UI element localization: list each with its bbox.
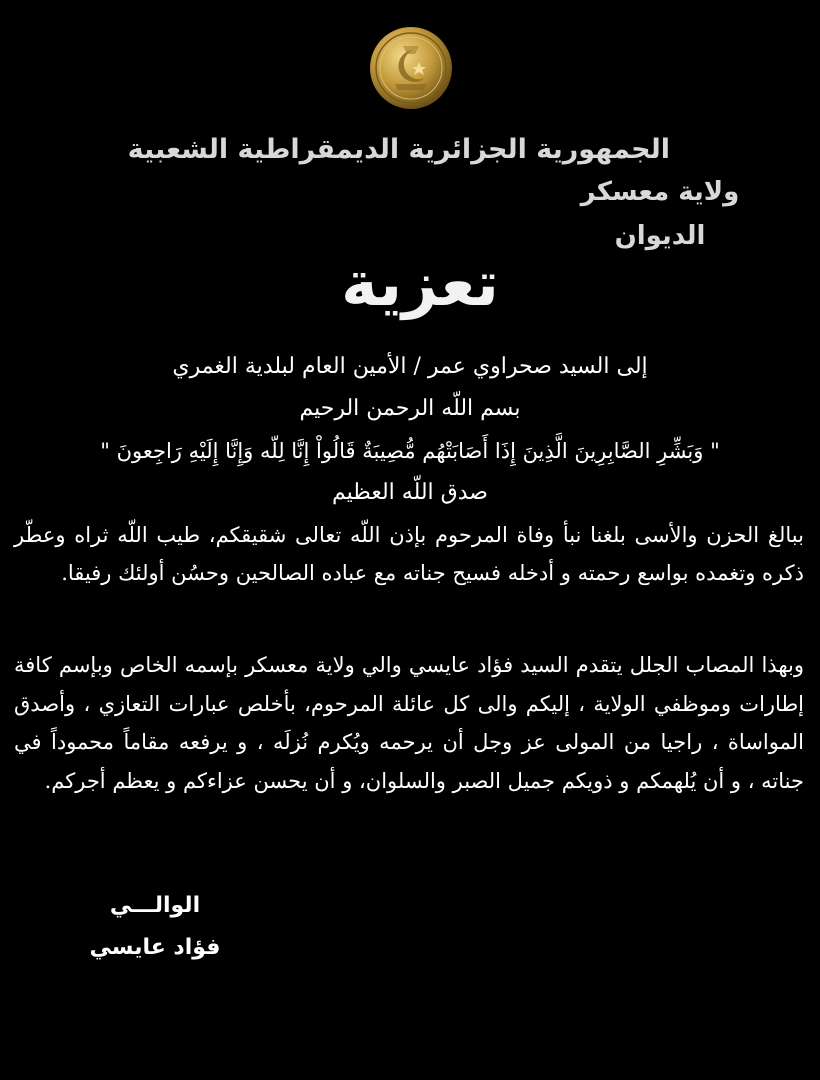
condolence-paragraph-2: وبهذا المصاب الجلل يتقدم السيد فؤاد عايسي والي ولاية معسكر بإسمه الخاص وبإسم كافة إطارات وموظفي الولاية ، إليكم والى كل عائلة المرحوم، بأخلص عبارات التعازي ، وأصدق المواساة ، راجيا من المولى عز وجل أن يرحمه ويُكرم نُزلَه ، و يرفعه مقاماً محموداً في جناته ، و أن يُلهمكم و ذويكم جميل الصبر والسلوان، و أن يحسن عزاءكم و يعظم أجركم. — [14, 653, 804, 793]
basmala-line: بسم اللّه الرحمن الرحيم — [299, 396, 521, 421]
state-seal — [369, 26, 453, 110]
recipient-line: إلى السيد صحراوي عمر / الأمين العام لبلدية الغمري — [172, 354, 648, 379]
quran-verse: " وَبَشِّرِ الصَّابِرِينَ الَّذِينَ إِذَا أَصَابَتْهُم مُّصِيبَةٌ قَالُواْ إِنَّا لِلّه وَإِنَّا إِلَيْهِ رَاجِعونَ " — [100, 439, 720, 463]
wilaya-header: ولاية معسكر — [580, 177, 740, 207]
condolence-title: تعزية — [341, 247, 499, 320]
condolence-paragraph-1: ببالغ الحزن والأسى بلغنا نبأ وفاة المرحوم بإذن اللّه تعالى شقيقكم، طيب اللّه ثراه وعطّر ذكره وتغمده بواسع رحمته و أدخله فسيح جناته مع عباده الصالحين وحسُن أولئك رفيقا. — [14, 523, 804, 585]
department-header: الديوان — [614, 221, 706, 251]
sadaqa-line: صدق اللّه العظيم — [332, 480, 488, 505]
republic-header: الجمهورية الجزائرية الديمقراطية الشعبية — [127, 134, 670, 165]
algeria-state-seal-icon — [369, 26, 453, 110]
signature-title: الوالـــي — [109, 893, 201, 918]
signature-name: فؤاد عايسي — [89, 935, 221, 960]
